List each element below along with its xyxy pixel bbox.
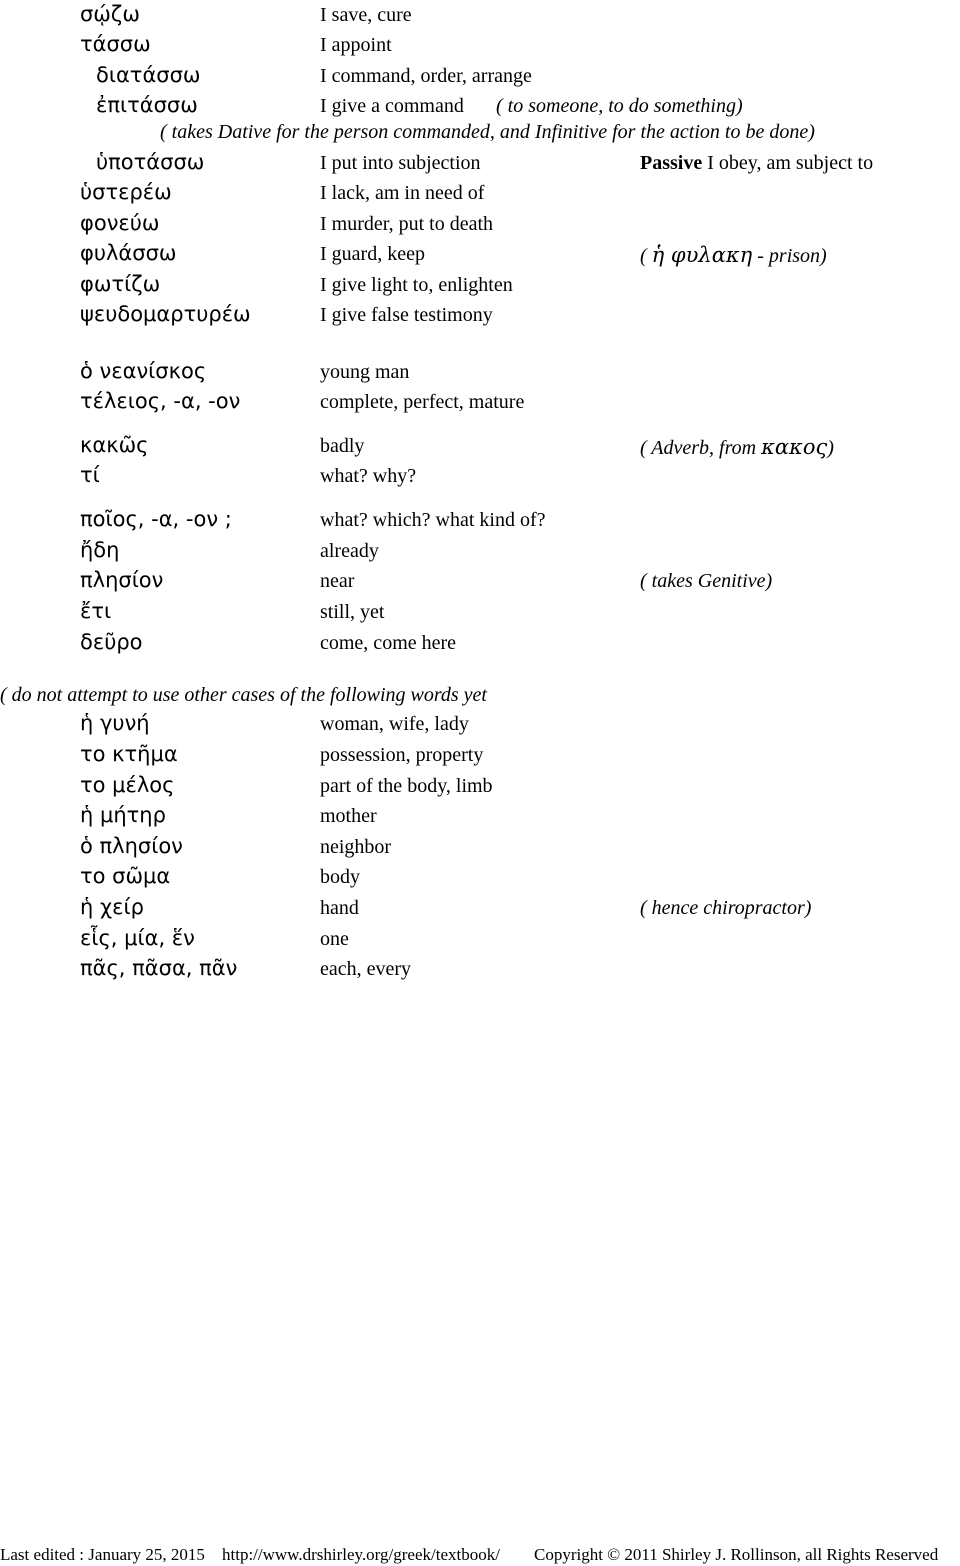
vocab-row (0, 926, 960, 956)
vocab-row (0, 568, 960, 598)
vocab-row (0, 773, 960, 803)
vocab-row (0, 272, 960, 302)
greek-word: σῴζω (80, 2, 140, 26)
greek-word: ὑποτάσσω (96, 150, 205, 174)
note-text: - prison) (752, 245, 827, 267)
passive-label: Passive (640, 152, 703, 174)
greek-word: φονεύω (80, 211, 160, 235)
greek-word: ὑστερέω (80, 180, 172, 204)
vocab-row (0, 359, 960, 389)
usage-note: ( takes Genitive) (640, 570, 773, 592)
usage-note: ( hence chiropractor) (640, 897, 812, 919)
english-gloss: I put into subjection (320, 152, 481, 174)
vocab-row (0, 895, 960, 925)
greek-word: ἔτι (80, 599, 112, 623)
greek-word: ποῖος, -α, -ον ; (80, 507, 232, 531)
greek-word: πᾶς, πᾶσα, πᾶν (80, 956, 238, 980)
vocab-row (0, 711, 960, 741)
english-gloss: I appoint (320, 34, 392, 56)
vocab-row (0, 63, 960, 93)
greek-word: ἐπιτάσσω (96, 93, 198, 117)
greek-word: φυλάσσω (80, 241, 177, 265)
vocab-row (0, 599, 960, 629)
greek-word: πλησίον (80, 568, 164, 592)
english-gloss: woman, wife, lady (320, 713, 469, 735)
vocab-row (0, 32, 960, 62)
greek-word: το σῶμα (80, 864, 171, 888)
vocab-row (0, 834, 960, 864)
vocab-row (0, 864, 960, 894)
english-gloss: body (320, 866, 360, 888)
english-gloss: neighbor (320, 836, 392, 858)
english-gloss: what? why? (320, 465, 417, 487)
vocab-row (0, 150, 960, 180)
greek-word: ὁ νεανίσκος (80, 359, 207, 383)
english-gloss: I save, cure (320, 4, 412, 26)
greek-word: δεῦρο (80, 630, 143, 654)
usage-note (640, 243, 827, 268)
english-gloss: badly (320, 435, 365, 457)
usage-note (640, 435, 834, 460)
usage-note (640, 152, 873, 175)
grammar-note-row (0, 119, 960, 149)
greek-word: τάσσω (80, 32, 151, 56)
greek-word: διατάσσω (96, 63, 201, 87)
english-gloss: still, yet (320, 601, 385, 623)
english-gloss: hand (320, 897, 359, 919)
greek-word: ὁ πλησίον (80, 834, 183, 858)
english-gloss: I murder, put to death (320, 213, 494, 235)
source-url: http://www.drshirley.org/greek/textbook/ (222, 1545, 500, 1564)
greek-word: το μέλος (80, 773, 175, 797)
greek-word: το κτῆμα (80, 742, 178, 766)
english-gloss: complete, perfect, mature (320, 391, 525, 413)
greek-word: φωτίζω (80, 272, 161, 296)
vocab-row (0, 538, 960, 568)
vocab-row (0, 241, 960, 271)
english-gloss: mother (320, 805, 377, 827)
english-gloss: I give a command (320, 95, 464, 117)
greek-word: τέλειος, -α, -ον (80, 389, 241, 413)
vocab-row (0, 389, 960, 419)
vocab-row (0, 180, 960, 210)
vocab-row (0, 302, 960, 332)
passive-meaning: I obey, am subject to (707, 152, 874, 174)
english-gloss: come, come here (320, 632, 457, 654)
english-gloss: young man (320, 361, 410, 383)
english-gloss: already (320, 540, 379, 562)
vocab-row (0, 2, 960, 32)
greek-note-word: κακος (761, 435, 828, 459)
usage-note: ( to someone, to do something) (496, 95, 743, 117)
vocab-row (0, 463, 960, 493)
english-gloss: part of the body, limb (320, 775, 493, 797)
note-paren: ( (640, 245, 647, 267)
vocab-row (0, 803, 960, 833)
greek-word: ἡ χείρ (80, 895, 144, 919)
english-gloss: what? which? what kind of? (320, 509, 546, 531)
english-gloss: each, every (320, 958, 412, 980)
greek-word: ἡ γυνή (80, 711, 150, 735)
greek-word: εἷς, μία, ἕν (80, 926, 195, 950)
greek-word: κακῶς (80, 433, 149, 457)
greek-word: ἤδη (80, 538, 120, 562)
english-gloss: possession, property (320, 744, 484, 766)
english-gloss: near (320, 570, 355, 592)
vocab-row (0, 433, 960, 463)
english-gloss: I guard, keep (320, 243, 425, 265)
english-gloss: I give false testimony (320, 304, 493, 326)
greek-word: τί (80, 463, 100, 487)
vocab-row (0, 630, 960, 660)
english-gloss: I command, order, arrange (320, 65, 532, 87)
note-text: ( Adverb, from (640, 437, 757, 459)
vocab-row (0, 956, 960, 986)
copyright-notice: Copyright © 2011 Shirley J. Rollinson, all Rights Reserved (534, 1545, 939, 1564)
vocab-row (0, 211, 960, 241)
greek-note-word: ἡ φυλακη (651, 243, 753, 267)
vocab-row (0, 507, 960, 537)
english-gloss: I lack, am in need of (320, 182, 485, 204)
english-gloss: one (320, 928, 349, 950)
english-gloss: I give light to, enlighten (320, 274, 513, 296)
grammar-note: ( takes Dative for the person commanded, and Infinitive for the action to be done) (160, 121, 815, 143)
section-note: ( do not attempt to use other cases of the following words yet (0, 684, 487, 706)
vocab-row (0, 742, 960, 772)
greek-word: ψευδομαρτυρέω (80, 302, 251, 326)
greek-word: ἡ μήτηρ (80, 803, 166, 827)
last-edited: Last edited : January 25, 2015 (0, 1545, 205, 1564)
note-text: ) (827, 437, 834, 459)
section-note-row (0, 682, 960, 712)
